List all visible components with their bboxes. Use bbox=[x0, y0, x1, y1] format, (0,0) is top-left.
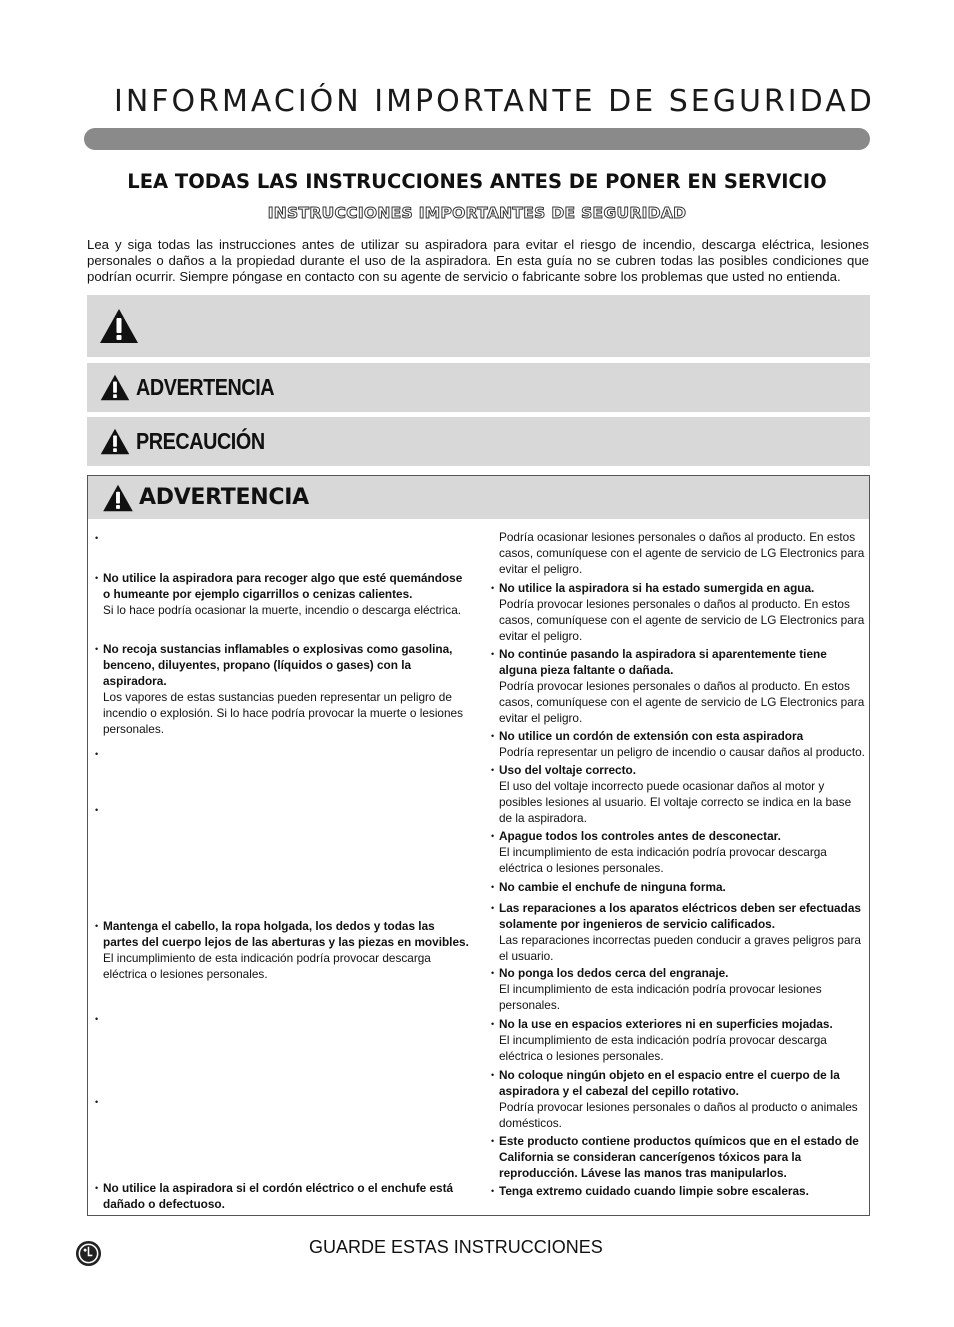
list-item-heading: • No utilice la aspiradora para recoger algo que esté quemándose o humeante por ejemplo cigarrillos o cenizas calientes. bbox=[95, 570, 470, 602]
list-item-heading: • Las reparaciones a los aparatos eléctricos deben ser efectuadas solamente por ingenieros de servicio calificados. bbox=[491, 900, 866, 932]
list-item bbox=[95, 641, 470, 737]
title-underline-bar bbox=[84, 128, 870, 150]
list-item bbox=[95, 746, 470, 762]
lg-logo-icon bbox=[75, 1240, 102, 1267]
page-title: INFORMACIÓN IMPORTANTE DE SEGURIDAD bbox=[114, 84, 875, 119]
warning-triangle-icon bbox=[102, 484, 134, 512]
list-item-heading: • No continúe pasando la aspiradora si aparentemente tiene alguna pieza faltante o dañada. bbox=[491, 646, 866, 678]
list-item-heading: • No utilice la aspiradora si ha estado sumergida en agua. bbox=[491, 580, 866, 596]
list-item-heading: • No coloque ningún objeto en el espacio entre el cuerpo de la aspiradora y el cabezal del cepillo rotativo. bbox=[491, 1067, 866, 1099]
list-item bbox=[95, 570, 470, 618]
intro-paragraph: Lea y siga todas las instrucciones antes de utilizar su aspiradora para evitar el riesgo de incendio, descarga eléctrica, lesiones personales o daños a la propiedad durante el uso de la aspiradora. En esta guía no se cubren todas las posibles condiciones que podrían ocurrir. Siempre póngase en contacto con su agente de servicio o fabricante sobre los problemas que usted no entienda. bbox=[87, 237, 869, 284]
list-item-heading: • No ponga los dedos cerca del engranaje. bbox=[491, 965, 866, 981]
precaucion-label: PRECAUCIÓN bbox=[136, 428, 265, 454]
warning-triangle-icon bbox=[99, 308, 139, 344]
list-item-heading: • No la use en espacios exteriores ni en superficies mojadas. bbox=[491, 1016, 866, 1032]
list-item-heading: • No utilice un cordón de extensión con esta aspiradora bbox=[491, 728, 866, 744]
list-item-body: Podría ocasionar lesiones personales o daños al producto. En estos casos, comuníquese con el agente de servicio de LG Electronics para evitar el peligro. bbox=[499, 530, 865, 576]
list-item-body: El incumplimiento de esta indicación podría provocar descarga eléctrica o lesiones personales. bbox=[499, 845, 827, 875]
list-item-heading bbox=[95, 802, 470, 818]
list-item bbox=[491, 529, 866, 577]
list-item-heading: • Este producto contiene productos químicos que en el estado de California se consideran cancerígenos tóxicos para la reproducción. Lávese las manos tras manipularlos. bbox=[491, 1133, 866, 1181]
list-item bbox=[491, 1067, 866, 1131]
list-item-heading: • Mantenga el cabello, la ropa holgada, los dedos y todas las partes del cuerpo lejos de las aberturas y las piezas en movibles. bbox=[95, 918, 470, 950]
list-item-body: El incumplimiento de esta indicación podría provocar descarga eléctrica o lesiones personales. bbox=[499, 1033, 827, 1063]
footer-text: GUARDE ESTAS INSTRUCCIONES bbox=[309, 1237, 603, 1257]
list-item-heading: • Apague todos los controles antes de desconectar. bbox=[491, 828, 866, 844]
list-item bbox=[491, 900, 866, 964]
list-item-body: Si lo hace podría ocasionar la muerte, incendio o descarga eléctrica. bbox=[103, 603, 462, 617]
main-heading: LEA TODAS LAS INSTRUCCIONES ANTES DE PONER EN SERVICIO bbox=[127, 170, 827, 193]
list-item bbox=[491, 762, 866, 826]
list-item-body: Podría provocar lesiones personales o daños al producto o animales domésticos. bbox=[499, 1100, 858, 1130]
list-item bbox=[491, 879, 866, 895]
list-item-heading: • Tenga extremo cuidado cuando limpie sobre escaleras. bbox=[491, 1183, 866, 1199]
list-item bbox=[491, 965, 866, 1013]
subheading-outline: INSTRUCCIONES IMPORTANTES DE SEGURIDAD bbox=[267, 204, 687, 222]
list-item bbox=[95, 918, 470, 982]
danger-band bbox=[87, 295, 870, 357]
list-item-heading bbox=[95, 746, 470, 762]
warning-triangle-icon bbox=[100, 374, 130, 401]
list-item-heading: • No recoja sustancias inflamables o explosivas como gasolina, benceno, diluyentes, propano (líquidos o gases) con la aspiradora. bbox=[95, 641, 470, 689]
advertencia-box-title: ADVERTENCIA bbox=[139, 485, 309, 510]
warning-triangle-icon bbox=[100, 428, 130, 455]
list-item-body: El incumplimiento de esta indicación podría provocar lesiones personales. bbox=[499, 982, 822, 1012]
list-item-body: Podría provocar lesiones personales o daños al producto. En estos casos, comuníquese con el agente de servicio de LG Electronics para evitar el peligro. bbox=[499, 597, 865, 643]
advertencia-band bbox=[87, 363, 870, 412]
list-item-heading bbox=[95, 530, 470, 546]
advertencia-box-header bbox=[88, 476, 869, 519]
list-item bbox=[95, 1094, 470, 1110]
list-item-body: El uso del voltaje incorrecto puede ocasionar daños al motor y posibles lesiones al usuario. El voltaje correcto se indica en la base de la aspiradora. bbox=[499, 779, 852, 825]
list-item-heading: • No cambie el enchufe de ninguna forma. bbox=[491, 879, 866, 895]
list-item-body: Podría representar un peligro de incendio o causar daños al producto. bbox=[499, 745, 865, 759]
list-item-body: Los vapores de estas sustancias pueden representar un peligro de incendio o explosión. Si lo hace podría provocar la muerte o lesiones personales. bbox=[103, 690, 464, 736]
advertencia-label: ADVERTENCIA bbox=[136, 374, 275, 400]
list-item bbox=[95, 802, 470, 818]
list-item bbox=[491, 828, 866, 876]
list-item-heading bbox=[95, 1011, 470, 1027]
list-item-heading bbox=[95, 1094, 470, 1110]
list-item bbox=[491, 646, 866, 726]
list-item bbox=[491, 1133, 866, 1181]
precaucion-band bbox=[87, 417, 870, 466]
list-item-body: Podría provocar lesiones personales o daños al producto. En estos casos, comuníquese con el agente de servicio de LG Electronics para evitar el peligro. bbox=[499, 679, 865, 725]
list-item bbox=[95, 1180, 470, 1212]
list-item bbox=[491, 1016, 866, 1064]
list-item-body: El incumplimiento de esta indicación podría provocar descarga eléctrica o lesiones personales. bbox=[103, 951, 431, 981]
list-item-body: Las reparaciones incorrectas pueden conducir a graves peligros para el usuario. bbox=[499, 933, 861, 963]
list-item bbox=[491, 728, 866, 760]
list-item-heading: • No utilice la aspiradora si el cordón eléctrico o el enchufe está dañado o defectuoso. bbox=[95, 1180, 470, 1212]
list-item bbox=[95, 530, 470, 546]
list-item bbox=[491, 1183, 866, 1199]
list-item bbox=[491, 580, 866, 644]
list-item-heading: • Uso del voltaje correcto. bbox=[491, 762, 866, 778]
list-item bbox=[95, 1011, 470, 1027]
